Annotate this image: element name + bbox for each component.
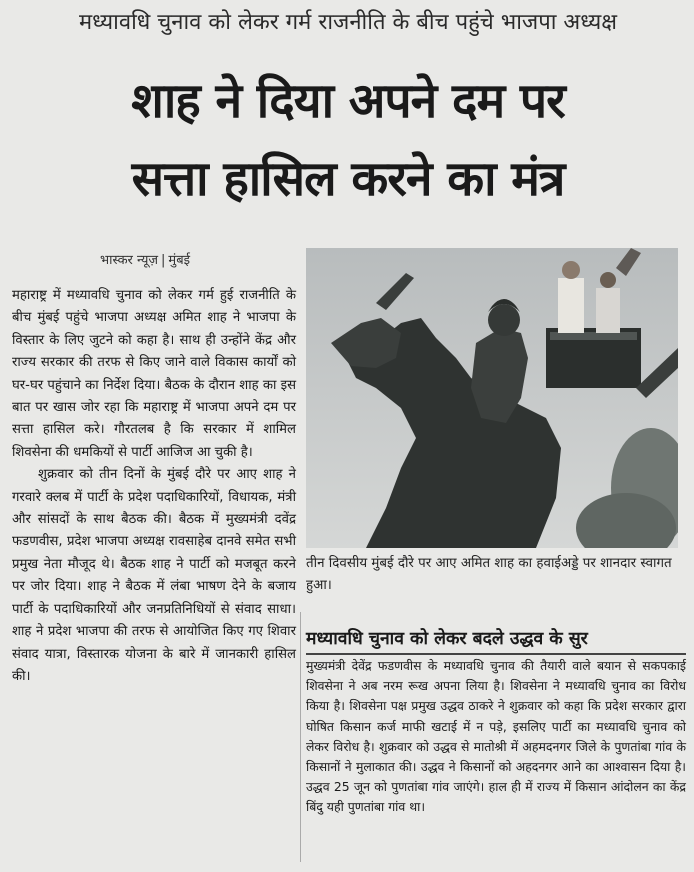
sidebar-heading: मध्यावधि चुनाव को लेकर बदले उद्धव के सुर: [306, 629, 588, 649]
sidebar-rule: [306, 653, 686, 655]
headline-line-1: शाह ने दिया अपने दम पर: [131, 73, 565, 129]
sidebar-body: मुख्यमंत्री देवेंद्र फडणवीस के मध्यावधि चुनाव की तैयारी वाले बयान से सकपकाई शिवसेना ने अब नरम रूख अपना लिया है। शिवसेना ने मध्यावधि चुनाव का विरोध किया है। शिवसेना पक्ष प्रमुख उद्धव ठाकरे ने शुक्रवार को कहा कि प्रदेश सरकार द्वारा घोषित किसान कर्ज माफी खटाई में न पड़े, इसलिए पार्टी का मध्यावधि चुनाव को लेकर विरोध है। शुक्रवार को उद्धव से मातोश्री में अहमदनगर जिले के पुणतांबा गांव के किसानों ने मुलाकात की। उद्धव ने किसानों को अहदनगर आने का आश्वासन दिया है। उद्धव 25 जून को पुणतांबा गांव जाएंगे। हाल ही में राज्य में किसान आंदोलन का केंद्र बिंदु यही पुणतांबा गांव था।: [306, 658, 686, 815]
byline: [100, 250, 190, 268]
article-body: [12, 285, 296, 688]
headline-line-2: सत्ता हासिल करने का मंत्र: [131, 151, 565, 207]
article-paragraph: महाराष्ट्र में मध्यावधि चुनाव को लेकर गर्म हुई राजनीति के बीच मुंबई पहुंचे भाजपा अध्यक्ष अमित शाह ने भाजपा के विस्तार के लिए जुटने को कहा है। साथ ही उन्होंने केंद्र और राज्य सरकार की तरफ से किए जाने वाले विकास कार्यों को घर-घर पहुंचाने का निर्देश दिया। बैठक के दौरान शाह का इस बात पर खास जोर रहा कि महाराष्ट्र में भाजपा अपने दम पर सत्ता हासिल करे। गौरतलब है कि सरकार में शामिल शिवसेना की धमकियों से पार्टी आजिज आ चुकी है।: [12, 288, 296, 460]
news-photo: [306, 248, 678, 548]
article-kicker: मध्यावधि चुनाव को लेकर गर्म राजनीति के बीच पहुंचे भाजपा अध्यक्ष: [78, 10, 618, 35]
statue-photo-illustration: [306, 248, 678, 548]
byline-source: भास्कर न्यूज़: [100, 253, 159, 268]
byline-separator: |: [161, 253, 166, 268]
article-paragraph: शुक्रवार को तीन दिनों के मुंबई दौरे पर आए शाह ने गरवारे क्लब में पार्टी के प्रदेश पदाधिकारियों, विधायक, मंत्री और सांसदों के साथ बैठक की। बैठक में मुख्यमंत्री दवेंद्र फडणवीस, प्रदेश भाजपा अध्यक्ष रावसाहेब दानवे समेत सभी प्रमुख नेता मौजूद थे। बैठक शाह ने पार्टी को मजबूत करने पर जोर दिया। शाह ने बैठक में लंबा भाषण देने के बजाय पार्टी के पदाधिकारियों और जनप्रतिनिधियों से संवाद साधा। शाह ने प्रदेश भाजपा की तरफ से आयोजित किए गए शिवार संवाद यात्रा, विस्तारक योजना के बारे में जानकारी हासिल की।: [12, 467, 296, 684]
column-divider: [300, 612, 301, 862]
photo-caption: तीन दिवसीय मुंबई दौरे पर आए अमित शाह का हवाईअड्डे पर शानदार स्वागत हुआ।: [306, 556, 672, 593]
byline-place: मुंबई: [168, 253, 191, 268]
